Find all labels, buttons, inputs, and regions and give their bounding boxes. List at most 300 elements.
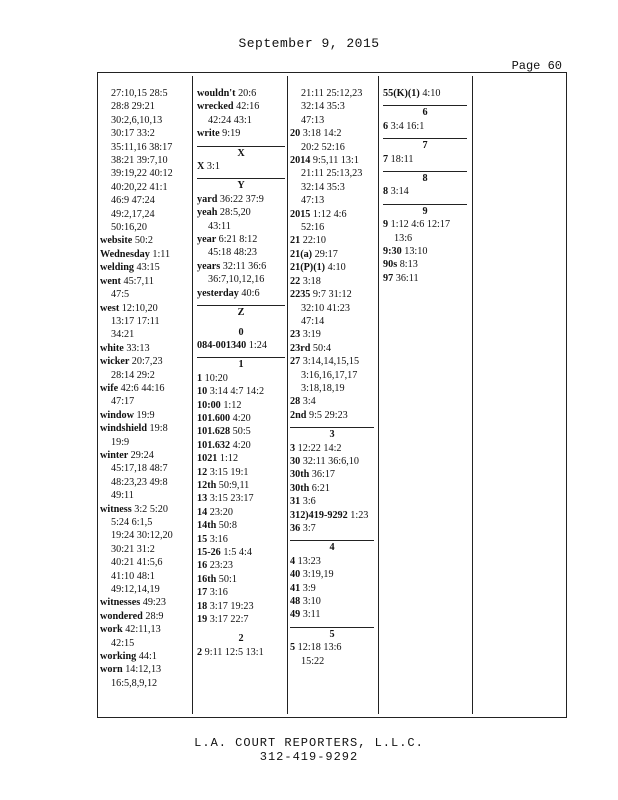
index-entry bbox=[383, 272, 467, 285]
page-line-refs: 45:18 48:23 bbox=[208, 247, 257, 259]
page-line-refs: 43:11 bbox=[208, 220, 231, 232]
index-entry bbox=[290, 468, 374, 481]
index-word: 7 bbox=[383, 153, 391, 165]
index-word: 16th bbox=[197, 573, 219, 585]
page-line-refs: 19:24 30:12,20 bbox=[111, 530, 173, 542]
page-line-refs: 44:1 bbox=[138, 651, 157, 663]
index-entry bbox=[100, 529, 190, 542]
index-entry bbox=[197, 439, 285, 452]
page-line-refs: 40:21 41:5,6 bbox=[111, 557, 163, 569]
page-line-refs: 49:11 bbox=[111, 490, 134, 502]
page-line-refs: 29:24 bbox=[130, 449, 154, 461]
page-line-refs: 1:12 4:6 bbox=[312, 208, 347, 220]
index-entry bbox=[290, 509, 374, 522]
index-section-heading: 3 bbox=[290, 428, 374, 441]
page-line-refs: 20:6 bbox=[238, 88, 257, 99]
index-word: 2014 bbox=[290, 155, 313, 167]
index-entry bbox=[197, 372, 285, 385]
index-entry bbox=[197, 100, 285, 113]
index-word: wondered bbox=[100, 610, 146, 622]
page-line-refs: 29:17 bbox=[314, 248, 338, 260]
index-entry bbox=[290, 382, 374, 395]
index-entry bbox=[290, 315, 374, 328]
index-entry bbox=[100, 462, 190, 475]
page-line-refs: 46:9 47:24 bbox=[111, 195, 155, 207]
page-line-refs: 4:20 bbox=[232, 412, 251, 424]
index-entry bbox=[290, 482, 374, 495]
index-entry bbox=[100, 194, 190, 207]
index-word: witnesses bbox=[100, 597, 143, 609]
index-word: 4 bbox=[290, 555, 298, 567]
index-entry bbox=[197, 206, 285, 219]
index-word: 9:30 bbox=[383, 246, 405, 258]
index-word: 12 bbox=[197, 466, 210, 478]
page-line-refs: 3:14,14,15,15 bbox=[302, 356, 360, 368]
index-entry bbox=[290, 655, 374, 668]
page-line-refs: 8:13 bbox=[399, 259, 418, 271]
page-number: Page 60 bbox=[511, 59, 562, 73]
page-line-refs: 50:9,11 bbox=[218, 479, 250, 491]
index-entry bbox=[100, 141, 190, 154]
index-entry bbox=[197, 533, 285, 546]
index-entry bbox=[100, 100, 190, 113]
index-entry bbox=[290, 234, 374, 247]
index-entry bbox=[290, 154, 374, 167]
index-entry bbox=[197, 613, 285, 626]
page-line-refs: 3:1 bbox=[206, 161, 220, 173]
page-line-refs: 3:6 bbox=[302, 496, 316, 508]
footer-company: L.A. COURT REPORTERS, L.L.C. bbox=[194, 736, 424, 750]
page-line-refs: 45:7,11 bbox=[123, 275, 154, 287]
index-entry bbox=[100, 395, 190, 408]
index-word: 30th bbox=[290, 469, 312, 481]
index-word: 6 bbox=[383, 120, 391, 132]
index-word: 21(a) bbox=[290, 248, 315, 260]
index-entry bbox=[383, 245, 467, 258]
index-entry bbox=[197, 87, 285, 100]
index-section-heading: X bbox=[197, 147, 285, 160]
page-line-refs: 3:19 bbox=[302, 329, 321, 341]
index-word: wrecked bbox=[197, 101, 237, 113]
index-entry bbox=[100, 663, 190, 676]
index-entry bbox=[100, 234, 190, 247]
index-entry bbox=[100, 302, 190, 315]
page-line-refs: 20:7,23 bbox=[131, 356, 163, 368]
index-word: 30 bbox=[290, 455, 303, 467]
page-line-refs: 4:10 bbox=[422, 88, 441, 99]
index-entry bbox=[100, 369, 190, 382]
page-line-refs: 50:16,20 bbox=[111, 222, 147, 234]
index-entry bbox=[290, 302, 374, 315]
index-entry bbox=[290, 522, 374, 535]
index-word: winter bbox=[100, 449, 131, 461]
page-line-refs: 47:5 bbox=[111, 289, 130, 301]
page-line-refs: 12:10,20 bbox=[121, 302, 158, 314]
page-line-refs: 1:11 bbox=[152, 248, 171, 260]
index-column-2 bbox=[197, 87, 285, 659]
index-entry bbox=[100, 154, 190, 167]
index-word: 1021 bbox=[197, 453, 220, 465]
index-word: 90s bbox=[383, 259, 400, 271]
page-line-refs: 36:22 37:9 bbox=[219, 193, 264, 205]
index-word: 14 bbox=[197, 506, 210, 518]
index-entry bbox=[383, 87, 467, 100]
page-line-refs: 45:17,18 48:7 bbox=[111, 463, 168, 475]
index-word: 2nd bbox=[290, 409, 309, 421]
index-entry bbox=[197, 246, 285, 259]
index-entry bbox=[290, 141, 374, 154]
index-entry bbox=[100, 315, 190, 328]
index-entry bbox=[197, 573, 285, 586]
index-column-4 bbox=[383, 87, 467, 285]
index-entry bbox=[290, 455, 374, 468]
index-entry bbox=[290, 100, 374, 113]
page-line-refs: 3:2 5:20 bbox=[134, 503, 168, 515]
index-word: work bbox=[100, 624, 126, 636]
index-word: 48 bbox=[290, 596, 303, 608]
page-line-refs: 30:2,6,10,13 bbox=[111, 114, 163, 126]
index-section-heading: Z bbox=[197, 306, 285, 319]
index-word: wife bbox=[100, 382, 121, 394]
index-section-heading: 1 bbox=[197, 358, 285, 371]
index-entry bbox=[100, 583, 190, 596]
index-entry bbox=[100, 436, 190, 449]
page-line-refs: 23:23 bbox=[209, 560, 233, 572]
index-word: 23rd bbox=[290, 342, 313, 354]
index-entry bbox=[290, 181, 374, 194]
index-entry bbox=[290, 194, 374, 207]
index-word: 2015 bbox=[290, 208, 313, 220]
column-divider bbox=[378, 76, 379, 714]
page-line-refs: 1:12 4:6 12:17 bbox=[390, 219, 451, 231]
page-line-refs: 18:11 bbox=[390, 153, 414, 165]
page-line-refs: 1:23 bbox=[350, 509, 369, 521]
index-word: 101.628 bbox=[197, 426, 233, 438]
index-entry bbox=[290, 261, 374, 274]
column-divider bbox=[287, 76, 288, 714]
index-word: worn bbox=[100, 664, 126, 676]
index-entry bbox=[100, 382, 190, 395]
index-word: write bbox=[197, 128, 223, 140]
index-entry bbox=[197, 127, 285, 140]
index-word: 15 bbox=[197, 533, 210, 545]
index-entry bbox=[100, 516, 190, 529]
index-word: 2235 bbox=[290, 289, 313, 301]
index-entry bbox=[197, 452, 285, 465]
page-line-refs: 1:5 4:4 bbox=[223, 547, 252, 558]
page-line-refs: 39:19,22 40:12 bbox=[111, 168, 173, 180]
index-word: 21 bbox=[290, 235, 303, 247]
index-entry bbox=[290, 409, 374, 422]
index-word: 1 bbox=[197, 372, 205, 384]
index-word: witness bbox=[100, 503, 135, 515]
page-line-refs: 3:16,16,17,17 bbox=[301, 369, 358, 381]
page-line-refs: 19:9 bbox=[136, 409, 155, 421]
index-section-heading: 2 bbox=[238, 633, 244, 645]
index-word: 13 bbox=[197, 493, 210, 505]
index-section-heading: 4 bbox=[290, 541, 374, 554]
page-line-refs: 48:23,23 49:8 bbox=[111, 476, 168, 488]
index-entry bbox=[290, 221, 374, 234]
page-line-refs: 30:17 33:2 bbox=[111, 128, 155, 140]
page-line-refs: 49:2,17,24 bbox=[111, 208, 155, 220]
page-line-refs: 4:20 bbox=[232, 439, 251, 451]
index-word: 12th bbox=[197, 479, 219, 491]
page-line-refs: 3:4 bbox=[302, 396, 316, 408]
index-entry bbox=[100, 261, 190, 274]
index-entry bbox=[197, 479, 285, 492]
page-line-refs: 28:9 bbox=[145, 610, 164, 622]
page-line-refs: 34:21 bbox=[111, 329, 135, 341]
index-entry bbox=[197, 546, 285, 559]
page-line-refs: 47:13 bbox=[301, 195, 325, 207]
index-entry bbox=[197, 412, 285, 425]
index-section-heading: 7 bbox=[383, 139, 467, 152]
index-entry bbox=[197, 492, 285, 505]
index-word: 27 bbox=[290, 356, 303, 368]
index-entry bbox=[100, 449, 190, 462]
page-line-refs: 3:14 4:7 14:2 bbox=[209, 386, 265, 398]
index-entry bbox=[197, 586, 285, 599]
index-word: yard bbox=[197, 193, 220, 205]
index-entry bbox=[383, 258, 467, 271]
page-line-refs: 50:5 bbox=[232, 426, 251, 438]
page-line-refs: 13:17 17:11 bbox=[111, 315, 160, 327]
index-word: website bbox=[100, 235, 135, 247]
index-word: Wednesday bbox=[100, 248, 153, 260]
index-entry bbox=[100, 409, 190, 422]
index-entry bbox=[197, 114, 285, 127]
index-entry bbox=[100, 503, 190, 516]
index-entry bbox=[100, 114, 190, 127]
page-line-refs: 32:11 36:6,10 bbox=[302, 455, 359, 467]
index-entry bbox=[290, 288, 374, 301]
index-entry bbox=[290, 568, 374, 581]
page-line-refs: 36:7,10,12,16 bbox=[208, 274, 265, 286]
index-entry bbox=[100, 208, 190, 221]
index-word: yeah bbox=[197, 207, 220, 219]
index-entry bbox=[100, 248, 190, 261]
page-line-refs: 9:11 12:5 13:1 bbox=[204, 646, 264, 658]
index-entry bbox=[100, 127, 190, 140]
page-line-refs: 52:16 bbox=[301, 222, 325, 234]
index-word: 23 bbox=[290, 329, 303, 341]
page-line-refs: 32:11 36:6 bbox=[222, 260, 267, 272]
index-section-heading: 0 bbox=[238, 326, 244, 338]
index-word: window bbox=[100, 409, 137, 421]
page-line-refs: 40:6 bbox=[241, 287, 260, 299]
page-line-refs: 33:13 bbox=[126, 342, 150, 354]
page-line-refs: 3:17 19:23 bbox=[209, 600, 254, 612]
index-word: 9 bbox=[383, 219, 391, 231]
index-entry bbox=[197, 160, 285, 173]
index-entry bbox=[100, 543, 190, 556]
page-line-refs: 3:16 bbox=[209, 587, 228, 599]
index-entry bbox=[290, 275, 374, 288]
index-word: 2 bbox=[197, 646, 205, 658]
page-line-refs: 49:12,14,19 bbox=[111, 584, 160, 596]
page-line-refs: 3:14 bbox=[390, 186, 409, 198]
index-entry bbox=[100, 342, 190, 355]
page-line-refs: 32:14 35:3 bbox=[301, 101, 345, 113]
index-word: 30th bbox=[290, 482, 312, 494]
page-line-refs: 13:23 bbox=[297, 555, 321, 567]
index-word: 31 bbox=[290, 496, 303, 508]
index-entry bbox=[100, 355, 190, 368]
index-entry bbox=[383, 185, 467, 198]
index-entry bbox=[100, 596, 190, 609]
index-word: 20 bbox=[290, 128, 303, 140]
page-line-refs: 3:16 bbox=[209, 533, 228, 545]
page-line-refs: 36:17 bbox=[311, 469, 336, 481]
index-word: 18 bbox=[197, 600, 210, 612]
page-line-refs: 9:7 31:12 bbox=[312, 289, 352, 301]
index-entry bbox=[290, 114, 374, 127]
column-divider bbox=[192, 76, 193, 714]
page-line-refs: 3:15 23:17 bbox=[209, 493, 254, 505]
page-line-refs: 21:11 25:12,23 bbox=[301, 88, 363, 99]
index-entry bbox=[290, 582, 374, 595]
index-word: 22 bbox=[290, 275, 303, 287]
page-line-refs: 38:21 39:7,10 bbox=[111, 155, 168, 167]
page-line-refs: 23:20 bbox=[209, 506, 233, 518]
page-line-refs: 12:18 13:6 bbox=[297, 642, 342, 654]
page-line-refs: 4:10 bbox=[327, 262, 346, 274]
page-line-refs: 6:21 bbox=[311, 482, 330, 494]
index-entry bbox=[383, 232, 467, 245]
page-line-refs: 43:15 bbox=[136, 262, 160, 274]
index-word: 101.600 bbox=[197, 412, 233, 424]
index-word: west bbox=[100, 302, 122, 314]
page-line-refs: 49:23 bbox=[142, 597, 166, 609]
index-entry bbox=[290, 208, 374, 221]
index-entry bbox=[197, 559, 285, 572]
index-entry bbox=[100, 623, 190, 636]
page-line-refs: 3:11 bbox=[302, 609, 321, 621]
index-entry bbox=[290, 395, 374, 408]
index-word: white bbox=[100, 342, 127, 354]
page-line-refs: 15:22 bbox=[301, 655, 325, 667]
index-word: wicker bbox=[100, 356, 132, 368]
page-line-refs: 16:5,8,9,12 bbox=[111, 677, 158, 689]
index-entry bbox=[100, 167, 190, 180]
index-word: 17 bbox=[197, 587, 210, 599]
index-entry bbox=[197, 425, 285, 438]
index-entry bbox=[197, 193, 285, 206]
page-line-refs: 3:18,18,19 bbox=[301, 382, 345, 394]
index-entry bbox=[100, 288, 190, 301]
page-line-refs: 50:2 bbox=[134, 235, 153, 247]
index-section-heading: 8 bbox=[383, 172, 467, 185]
index-word: went bbox=[100, 275, 124, 287]
index-word: 14th bbox=[197, 520, 219, 532]
page-line-refs: 1:24 bbox=[248, 339, 267, 351]
page-line-refs: 9:5 29:23 bbox=[308, 409, 348, 421]
index-column-3 bbox=[290, 87, 374, 668]
page-line-refs: 47:17 bbox=[111, 396, 135, 408]
page-line-refs: 21:11 25:13,23 bbox=[301, 168, 363, 180]
index-word: X bbox=[197, 161, 207, 173]
footer-phone: 312-419-9292 bbox=[259, 750, 359, 764]
page-line-refs: 19:8 bbox=[149, 423, 168, 435]
index-entry bbox=[290, 555, 374, 568]
page-line-refs: 42:6 44:16 bbox=[120, 382, 165, 394]
index-section-heading: Y bbox=[197, 179, 285, 192]
index-entry bbox=[290, 127, 374, 140]
page-line-refs: 3:9 bbox=[302, 582, 316, 594]
page-line-refs: 3:4 16:1 bbox=[390, 120, 425, 132]
index-section-heading: 5 bbox=[290, 628, 374, 641]
page-line-refs: 47:14 bbox=[301, 315, 325, 327]
page-line-refs: 13:6 bbox=[394, 232, 413, 244]
index-word: windshield bbox=[100, 423, 150, 435]
page-line-refs: 5:24 6:1,5 bbox=[111, 517, 153, 528]
page-line-refs: 3:17 22:7 bbox=[209, 614, 249, 626]
page-line-refs: 35:11,16 38:17 bbox=[111, 141, 173, 153]
index-word: 28 bbox=[290, 396, 303, 408]
page-line-refs: 42:11,13 bbox=[125, 624, 161, 636]
index-entry bbox=[197, 339, 285, 352]
index-word: yesterday bbox=[197, 287, 242, 299]
page-line-refs: 47:13 bbox=[301, 114, 325, 126]
index-word: year bbox=[197, 234, 219, 246]
page-line-refs: 3:18 14:2 bbox=[302, 128, 342, 140]
page-line-refs: 32:10 41:23 bbox=[301, 302, 350, 314]
index-word: 49 bbox=[290, 609, 303, 621]
index-entry bbox=[100, 275, 190, 288]
page-line-refs: 3:18 bbox=[302, 275, 321, 287]
index-entry bbox=[290, 641, 374, 654]
page-line-refs: 42:24 43:1 bbox=[208, 114, 252, 126]
index-entry bbox=[290, 442, 374, 455]
index-entry bbox=[197, 220, 285, 233]
page-line-refs: 22:10 bbox=[302, 235, 326, 247]
index-word: 10:00 bbox=[197, 399, 224, 411]
page-line-refs: 40:20,22 41:1 bbox=[111, 181, 168, 193]
page-line-refs: 28:8 29:21 bbox=[111, 101, 155, 113]
index-entry bbox=[100, 489, 190, 502]
index-word: 40 bbox=[290, 569, 303, 581]
index-entry bbox=[100, 221, 190, 234]
index-entry bbox=[100, 610, 190, 623]
index-entry bbox=[100, 87, 190, 100]
index-entry bbox=[197, 506, 285, 519]
page-line-refs: 19:9 bbox=[111, 436, 130, 448]
page-line-refs: 20:2 52:16 bbox=[301, 141, 345, 153]
index-section-heading: 9 bbox=[383, 205, 467, 218]
index-entry bbox=[290, 248, 374, 261]
page-line-refs: 3:7 bbox=[302, 523, 316, 534]
index-entry bbox=[100, 422, 190, 435]
index-entry bbox=[197, 519, 285, 532]
index-entry bbox=[197, 600, 285, 613]
index-word: welding bbox=[100, 262, 137, 274]
index-word: 16 bbox=[197, 560, 210, 572]
page-line-refs: 32:14 35:3 bbox=[301, 181, 345, 193]
page-line-refs: 42:16 bbox=[236, 101, 260, 113]
page-line-refs: 27:10,15 28:5 bbox=[111, 88, 168, 99]
index-word: 41 bbox=[290, 582, 303, 594]
page-line-refs: 14:12,13 bbox=[125, 664, 162, 676]
page-line-refs: 9:5,11 13:1 bbox=[312, 155, 359, 167]
page-line-refs: 50:8 bbox=[218, 520, 237, 532]
page-line-refs: 13:10 bbox=[404, 246, 428, 258]
index-word: 21(P)(1) bbox=[290, 262, 328, 274]
page-line-refs: 36:11 bbox=[395, 272, 419, 284]
index-entry bbox=[197, 466, 285, 479]
page-line-refs: 30:21 31:2 bbox=[111, 543, 155, 555]
index-entry bbox=[100, 650, 190, 663]
